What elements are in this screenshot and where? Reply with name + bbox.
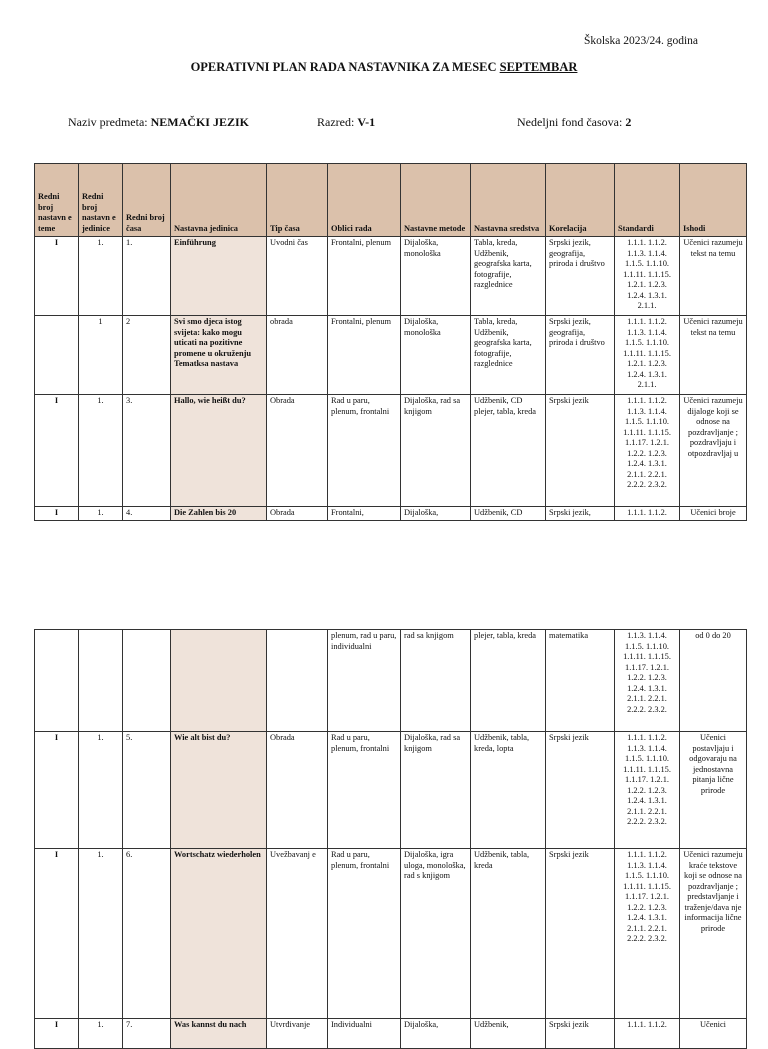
cell-korelacija: Srpski jezik bbox=[546, 849, 615, 1019]
col-header-korelacija: Korelacija bbox=[546, 164, 615, 237]
col-header-ishodi: Ishodi bbox=[680, 164, 747, 237]
cell-oblici-rada: Frontalni, bbox=[328, 507, 401, 521]
cell-nastavne-metode: Dijaloška, monološka bbox=[401, 237, 471, 316]
cell-tip-casa bbox=[267, 630, 328, 732]
col-header-tema: Redni broj nastavn e teme bbox=[35, 164, 79, 237]
cell-cas bbox=[123, 630, 171, 732]
col-header-cas: Redni broj časa bbox=[123, 164, 171, 237]
table-row bbox=[35, 630, 747, 732]
cell-nastavna-jedinica: Hallo, wie heißt du? bbox=[171, 395, 267, 507]
col-header-nastavne-metode: Nastavne metode bbox=[401, 164, 471, 237]
col-header-nastavna-sredstva: Nastavna sredstva bbox=[471, 164, 546, 237]
cell-cas: 7. bbox=[123, 1019, 171, 1049]
cell-jedinica: 1. bbox=[79, 395, 123, 507]
col-header-oblici-rada: Oblici rada bbox=[328, 164, 401, 237]
class-value: V-1 bbox=[357, 115, 376, 129]
cell-nastavna-jedinica: Svi smo djeca istog svijeta: kako mogu uticati na pozitivne promene u okruženju Tematksa nastava bbox=[171, 316, 267, 395]
cell-cas: 4. bbox=[123, 507, 171, 521]
cell-standardi: 1.1.1. 1.1.2. 1.1.3. 1.1.4. 1.1.5. 1.1.10. 1.1.11. 1.1.15. 1.1.17. 1.2.1. 1.2.2. 1.2.3. 1.2.4. 1.3.1. 2.1.1. 2.2.1. 2.2.2. 2.3.2. bbox=[615, 395, 680, 507]
cell-oblici-rada: plenum, rad u paru, individualni bbox=[328, 630, 401, 732]
cell-nastavne-metode: Dijaloška, bbox=[401, 1019, 471, 1049]
cell-jedinica: 1. bbox=[79, 732, 123, 849]
cell-oblici-rada: Rad u paru, plenum, frontalni bbox=[328, 849, 401, 1019]
col-header-tip-casa: Tip časa bbox=[267, 164, 328, 237]
cell-tip-casa: Obrada bbox=[267, 732, 328, 849]
cell-oblici-rada: Frontalni, plenum bbox=[328, 237, 401, 316]
cell-jedinica bbox=[79, 630, 123, 732]
title-prefix: OPERATIVNI PLAN RADA NASTAVNIKA ZA MESEC bbox=[190, 60, 497, 74]
table-row bbox=[35, 395, 747, 507]
table-row bbox=[35, 849, 747, 1019]
cell-cas: 3. bbox=[123, 395, 171, 507]
school-year: Školska 2023/24. godina bbox=[583, 35, 698, 47]
table-row bbox=[35, 732, 747, 849]
table-row bbox=[35, 237, 747, 316]
cell-tip-casa: Utvrđivanje bbox=[267, 1019, 328, 1049]
col-header-jedinica: Redni broj nastavn e jedinice bbox=[79, 164, 123, 237]
cell-nastavna-jedinica: Einführung bbox=[171, 237, 267, 316]
cell-standardi: 1.1.1. 1.1.2. 1.1.3. 1.1.4. 1.1.5. 1.1.10. 1.1.11. 1.1.15. 1.1.17. 1.2.1. 1.2.2. 1.2.3. 1.2.4. 1.3.1. 2.1.1. 2.2.1. 2.2.2. 2.3.2. bbox=[615, 849, 680, 1019]
cell-jedinica: 1. bbox=[79, 237, 123, 316]
cell-korelacija: Srpski jezik, geografija, priroda i društvo bbox=[546, 316, 615, 395]
cell-tema: I bbox=[35, 237, 79, 316]
cell-tema bbox=[35, 630, 79, 732]
subject-info bbox=[68, 115, 249, 130]
cell-nastavna-jedinica: Wortschatz wiederholen bbox=[171, 849, 267, 1019]
cell-standardi: 1.1.1. 1.1.2. 1.1.3. 1.1.4. 1.1.5. 1.1.10. 1.1.11. 1.1.15. 1.1.17. 1.2.1. 1.2.2. 1.2.3. 1.2.4. 1.3.1. 2.1.1. 2.2.1. 2.2.2. 2.3.2. bbox=[615, 732, 680, 849]
cell-standardi: 1.1.3. 1.1.4. 1.1.5. 1.1.10. 1.1.11. 1.1.15. 1.1.17. 1.2.1. 1.2.2. 1.2.3. 1.2.4. 1.3.1. 2.1.1. 2.2.1. 2.2.2. 2.3.2. bbox=[615, 630, 680, 732]
cell-ishodi: Učenici broje bbox=[680, 507, 747, 521]
cell-tema: I bbox=[35, 849, 79, 1019]
cell-tip-casa: Obrada bbox=[267, 507, 328, 521]
cell-oblici-rada: Rad u paru, plenum, frontalni bbox=[328, 732, 401, 849]
cell-tema bbox=[35, 316, 79, 395]
cell-standardi: 1.1.1. 1.1.2. 1.1.3. 1.1.4. 1.1.5. 1.1.10. 1.1.11. 1.1.15. 1.2.1. 1.2.3. 1.2.4. 1.3.1. 2.1.1. bbox=[615, 316, 680, 395]
cell-jedinica: 1. bbox=[79, 1019, 123, 1049]
cell-nastavna-jedinica bbox=[171, 630, 267, 732]
col-header-standardi: Standardi bbox=[615, 164, 680, 237]
cell-nastavna-sredstva: plejer, tabla, kreda bbox=[471, 630, 546, 732]
cell-nastavna-jedinica: Was kannst du nach bbox=[171, 1019, 267, 1049]
cell-tema: I bbox=[35, 395, 79, 507]
cell-korelacija: Srpski jezik, geografija, priroda i društvo bbox=[546, 237, 615, 316]
subject-label: Naziv predmeta: bbox=[68, 115, 148, 129]
cell-tip-casa: obrada bbox=[267, 316, 328, 395]
page-title bbox=[0, 60, 768, 75]
title-month: SEPTEMBAR bbox=[499, 60, 578, 74]
cell-nastavna-sredstva: Udžbenik, tabla, kreda bbox=[471, 849, 546, 1019]
cell-tema: I bbox=[35, 507, 79, 521]
cell-standardi: 1.1.1. 1.1.2. bbox=[615, 507, 680, 521]
cell-nastavna-sredstva: Tabla, kreda, Udžbenik, geografska karta, fotografije, razglednice bbox=[471, 316, 546, 395]
plan-table-page1 bbox=[34, 163, 747, 521]
cell-oblici-rada: Frontalni, plenum bbox=[328, 316, 401, 395]
cell-standardi: 1.1.1. 1.1.2. bbox=[615, 1019, 680, 1049]
cell-nastavna-jedinica: Wie alt bist du? bbox=[171, 732, 267, 849]
cell-nastavne-metode: Dijaloška, igra uloga, monološka, rad s knjigom bbox=[401, 849, 471, 1019]
hours-label: Nedeljni fond časova: bbox=[517, 115, 623, 129]
cell-standardi: 1.1.1. 1.1.2. 1.1.3. 1.1.4. 1.1.5. 1.1.10. 1.1.11. 1.1.15. 1.2.1. 1.2.3. 1.2.4. 1.3.1. 2.1.1. bbox=[615, 237, 680, 316]
cell-nastavna-sredstva: Tabla, kreda, Udžbenik, geografska karta, fotografije, razglednice bbox=[471, 237, 546, 316]
cell-korelacija: Srpski jezik, bbox=[546, 507, 615, 521]
cell-oblici-rada: Rad u paru, plenum, frontalni bbox=[328, 395, 401, 507]
cell-ishodi: od 0 do 20 bbox=[680, 630, 747, 732]
subject-value: NEMAČKI JEZIK bbox=[150, 115, 249, 129]
table-header-row bbox=[35, 164, 747, 237]
cell-tip-casa: Obrada bbox=[267, 395, 328, 507]
cell-ishodi: Učenici postavljaju i odgovaraju na jednostavna pitanja lične prirode bbox=[680, 732, 747, 849]
cell-ishodi: Učenici razumeju kraće tekstove koji se odnose na pozdravljanje ; predstavljanje i traženje/dava nje informacija lične prirode bbox=[680, 849, 747, 1019]
cell-nastavna-jedinica: Die Zahlen bis 20 bbox=[171, 507, 267, 521]
plan-table-page2 bbox=[34, 629, 747, 1049]
cell-oblici-rada: Individualni bbox=[328, 1019, 401, 1049]
cell-cas: 1. bbox=[123, 237, 171, 316]
cell-nastavna-sredstva: Udžbenik, bbox=[471, 1019, 546, 1049]
cell-nastavna-sredstva: Udžbenik, tabla, kreda, lopta bbox=[471, 732, 546, 849]
cell-jedinica: 1. bbox=[79, 507, 123, 521]
col-header-nastavna-jedinica: Nastavna jedinica bbox=[171, 164, 267, 237]
cell-tema: I bbox=[35, 1019, 79, 1049]
cell-korelacija: Srpski jezik bbox=[546, 1019, 615, 1049]
cell-cas: 6. bbox=[123, 849, 171, 1019]
hours-value: 2 bbox=[625, 115, 632, 129]
cell-korelacija: Srpski jezik bbox=[546, 732, 615, 849]
cell-nastavne-metode: rad sa knjigom bbox=[401, 630, 471, 732]
cell-jedinica: 1 bbox=[79, 316, 123, 395]
cell-nastavne-metode: Dijaloška, rad sa knjigom bbox=[401, 395, 471, 507]
cell-tip-casa: Uvežbavanj e bbox=[267, 849, 328, 1019]
cell-cas: 2 bbox=[123, 316, 171, 395]
cell-korelacija: Srpski jezik bbox=[546, 395, 615, 507]
table-row bbox=[35, 316, 747, 395]
weekly-hours-info bbox=[517, 115, 631, 130]
table-row bbox=[35, 507, 747, 521]
cell-ishodi: Učenici bbox=[680, 1019, 747, 1049]
cell-korelacija: matematika bbox=[546, 630, 615, 732]
cell-ishodi: Učenici razumeju tekst na temu bbox=[680, 237, 747, 316]
cell-tema: I bbox=[35, 732, 79, 849]
table-row bbox=[35, 1019, 747, 1049]
cell-tip-casa: Uvodni čas bbox=[267, 237, 328, 316]
class-info bbox=[317, 115, 375, 130]
cell-nastavne-metode: Dijaloška, monološka bbox=[401, 316, 471, 395]
cell-nastavna-sredstva: Udžbenik, CD bbox=[471, 507, 546, 521]
cell-nastavne-metode: Dijaloška, rad sa knjigom bbox=[401, 732, 471, 849]
class-label: Razred: bbox=[317, 115, 355, 129]
cell-nastavne-metode: Dijaloška, bbox=[401, 507, 471, 521]
cell-ishodi: Učenici razumeju dijaloge koji se odnose na pozdravljanje ; pozdravljaju i otpozdravljaj u bbox=[680, 395, 747, 507]
cell-cas: 5. bbox=[123, 732, 171, 849]
cell-ishodi: Učenici razumeju tekst na temu bbox=[680, 316, 747, 395]
cell-nastavna-sredstva: Udžbenik, CD plejer, tabla, kreda bbox=[471, 395, 546, 507]
cell-jedinica: 1. bbox=[79, 849, 123, 1019]
